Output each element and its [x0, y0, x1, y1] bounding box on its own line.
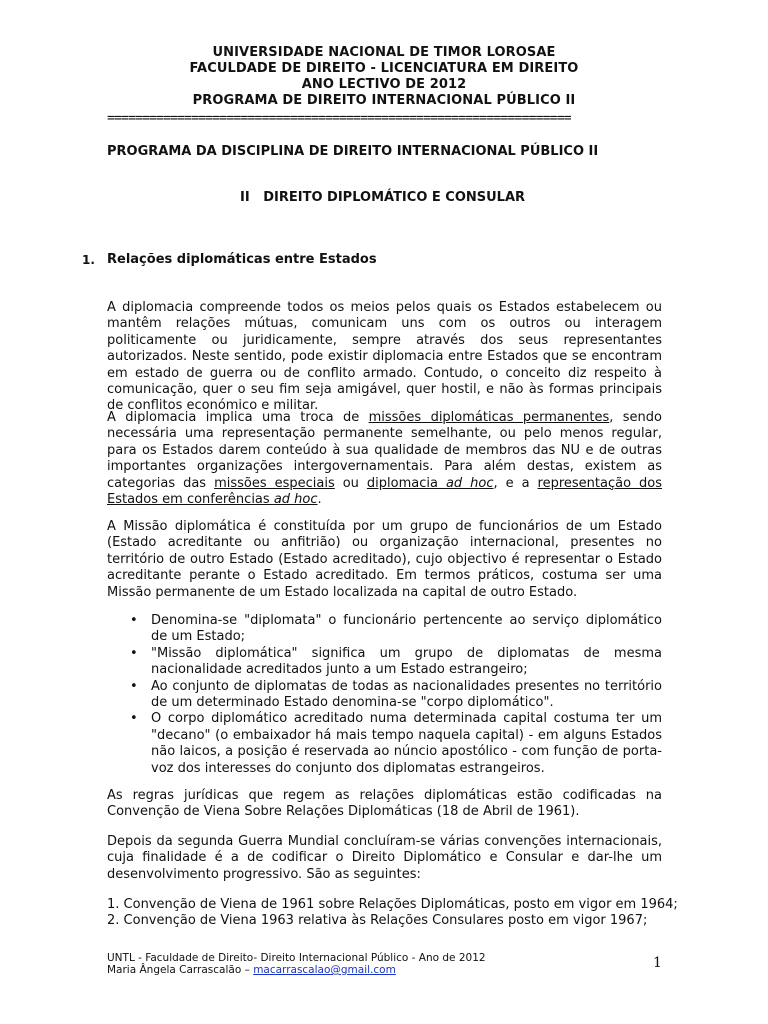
p2-text: .: [317, 492, 322, 508]
footer-author: Maria Ângela Carrascalão –: [107, 964, 254, 976]
paragraph-conventions-intro: Depois da segunda Guerra Mundial concluíram-se várias convenções internacionais, cuja finalidade é a de codificar o Direito Diplomático e Consular e dar-lhe um desenvolvimento progressivo. São as seguintes:: [107, 834, 662, 882]
subsection-number: 1.: [82, 253, 95, 267]
page-footer: [107, 952, 486, 976]
link-ad-hoc-diplomacy: [367, 476, 494, 491]
p2-text: representação dos Estados em conferências: [107, 475, 663, 508]
p2-text: , e a: [493, 475, 538, 491]
list-item: • Denomina-se "diplomata" o funcionário pertencente ao serviço diplomático de um Estado;: [130, 613, 662, 646]
p2-text: , sendo necessária uma representação permanente semelhante, ou pelo menos regular, para os Estados darem conteúdo à sua qualidade de membros das NU e de outras importantes organizações intergovernamentais. Para além destas, existem as categorias das: [107, 410, 662, 491]
paragraph-diplomacy-definition: A diplomacia compreende todos os meios pelos quais os Estados estabelecem ou mantêm relações mútuas, comunicam uns com os outros ou interagem politicamente ou juridicamente, sempre através dos seus representantes autorizados. Neste sentido, pode existir diplomacia entre Estados que se encontram em estado de guerra ou de conflito armado. Contudo, o conceito diz respeito à comunicação, quer o seu fim seja amigável, quer hostil, e não às formas principais de conflitos económico e militar.: [107, 300, 662, 414]
subsection-title: Relações diplomáticas entre Estados: [107, 252, 377, 267]
page-number: 1: [653, 955, 662, 971]
academic-year: ANO LECTIVO DE 2012: [301, 77, 467, 92]
p2-italic: ad hoc: [273, 492, 318, 508]
p2-italic: ad hoc: [445, 475, 494, 491]
p2-text: ou: [334, 475, 367, 491]
link-permanent-missions: missões diplomáticas permanentes: [368, 410, 610, 425]
faculty-name: FACULDADE DE DIREITO - LICENCIATURA EM DIREITO: [189, 61, 579, 76]
p2-text: diplomacia: [366, 475, 446, 491]
list-item: • O corpo diplomático acreditado numa determinada capital costuma ter um "decano" (o embaixador há mais tempo naquela capital) - em alguns Estados não laicos, a posição é reservada ao núncio apostólico - com função de porta-voz dos interesses do conjunto dos diplomatas estrangeiros.: [130, 711, 662, 777]
paragraph-vienna-convention: As regras jurídicas que regem as relações diplomáticas estão codificadas na Convenção de Viena Sobre Relações Diplomáticas (18 de Abril de 1961).: [107, 788, 662, 820]
list-item: • Ao conjunto de diplomatas de todas as nacionalidades presentes no território de um determinado Estado denomina-se "corpo diplomático".: [130, 679, 662, 712]
program-title: PROGRAMA DA DISCIPLINA DE DIREITO INTERNACIONAL PÚBLICO II: [107, 144, 599, 159]
convention-item: 2. Convenção de Viena 1963 relativa às Relações Consulares posto em vigor 1967;: [107, 913, 648, 928]
p2-text: A diplomacia implica uma troca de: [107, 410, 369, 425]
footer-course: UNTL - Faculdade de Direito- Direito Internacional Público - Ano de 2012: [107, 952, 486, 964]
list-item: • "Missão diplomática" significa um grupo de diplomatas de mesma nacionalidade acreditados junto a um Estado estrangeiro;: [130, 646, 662, 679]
diplomat-definitions-list: [130, 613, 662, 777]
paragraph-diplomatic-mission: A Missão diplomática é constituída por um grupo de funcionários de um Estado (Estado acreditante ou anfitrião) ou organização internacional, presentes no território de outro Estado (Estado acreditado), cujo objectivo é representar o Estado acreditante perante o Estado acreditado. Em termos práticos, costuma ser uma Missão permanente de um Estado localizada na capital de outro Estado.: [107, 519, 662, 600]
author-email-link[interactable]: macarrascalao@gmail.com: [253, 964, 396, 976]
university-name: UNIVERSIDADE NACIONAL DE TIMOR LOROSAE: [212, 45, 556, 60]
paragraph-diplomatic-missions: [107, 410, 662, 508]
section-title: II DIREITO DIPLOMÁTICO E CONSULAR: [240, 190, 526, 205]
footer-author-line: [107, 964, 486, 976]
header-separator: ==================================================================: [107, 113, 571, 125]
link-special-missions: missões especiais: [214, 475, 335, 491]
program-name: PROGRAMA DE DIREITO INTERNACIONAL PÚBLICO II: [192, 93, 576, 108]
convention-item: 1. Convenção de Viena de 1961 sobre Relações Diplomáticas, posto em vigor em 1964;: [107, 897, 678, 912]
